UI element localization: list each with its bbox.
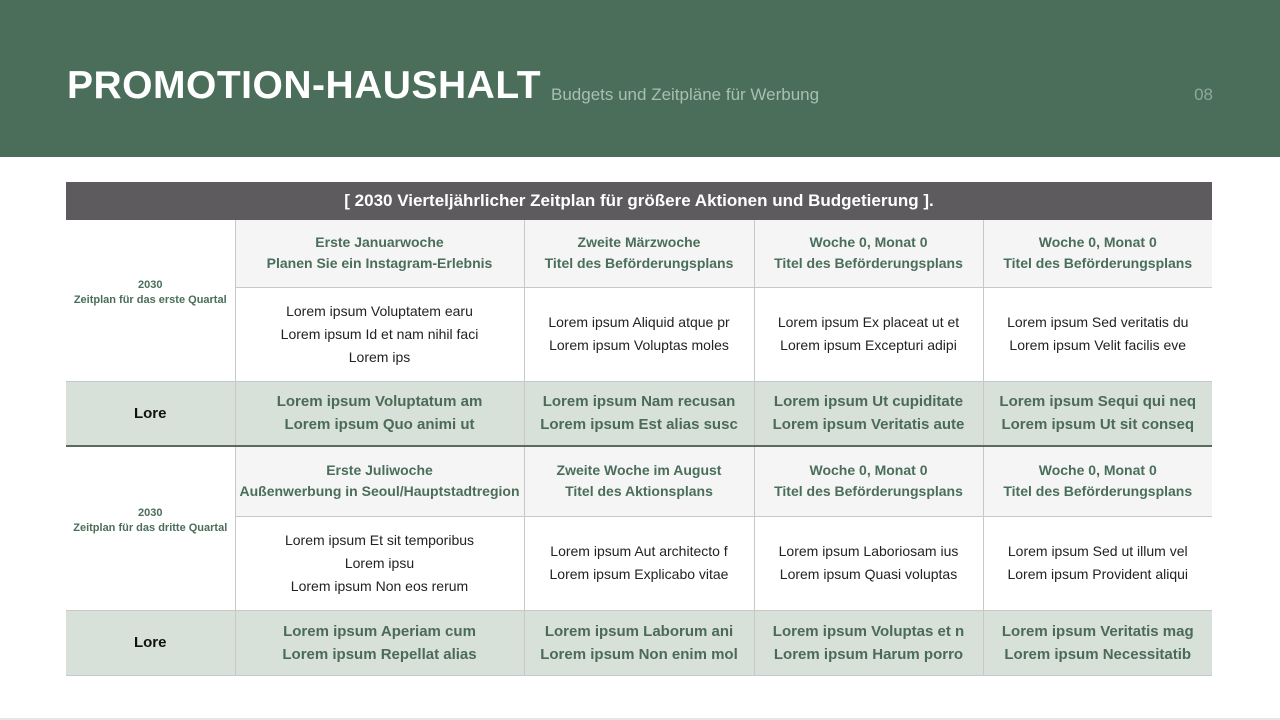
detail-line: Lorem ipsum Voluptatem earu [286, 302, 473, 319]
detail-line: Lorem ipsum Explicabo vitae [549, 566, 729, 582]
plan-title: Planen Sie ein Instagram-Erlebnis [266, 255, 493, 272]
summary-line: Lorem ipsum Ut cupiditate [773, 393, 964, 411]
detail-line: Lorem ipsu [344, 554, 415, 571]
summary-row [66, 610, 1212, 675]
summary-line: Lorem ipsum Est alias susc [540, 416, 738, 434]
detail-line: Lorem ipsum Excepturi adipi [780, 337, 957, 353]
week-header-cell [235, 446, 524, 516]
plan-detail-cell [754, 287, 983, 381]
table-row [66, 287, 1212, 381]
summary-row [66, 381, 1212, 446]
schedule-table [66, 182, 1212, 676]
week-header-cell [754, 220, 983, 287]
detail-line: Lorem ipsum Voluptas moles [549, 337, 729, 353]
page-number: 08 [1194, 85, 1213, 104]
summary-line: Lorem ipsum Non enim mol [540, 645, 738, 663]
summary-cell [754, 610, 983, 675]
week-header-cell [754, 446, 983, 516]
week-label: Erste Juliwoche [326, 462, 433, 479]
summary-label: Lore [66, 610, 235, 675]
plan-detail-cell [983, 287, 1212, 381]
detail-line: Lorem ipsum Laboriosam ius [778, 543, 959, 559]
plan-title: Titel des Beförderungsplans [1003, 255, 1193, 272]
plan-title: Außenwerbung in Seoul/Hauptstadtregion [239, 483, 520, 500]
week-label: Zweite Märzwoche [577, 234, 701, 251]
week-header-cell [235, 220, 524, 287]
plan-detail-cell [754, 516, 983, 610]
summary-line: Lorem ipsum Nam recusan [542, 393, 736, 411]
quarter-year: 2030 [138, 507, 163, 520]
summary-label: Lore [66, 381, 235, 446]
detail-line: Lorem ipsum Provident aliqui [1007, 566, 1189, 582]
summary-line: Lorem ipsum Voluptas et n [772, 622, 965, 640]
week-label: Woche 0, Monat 0 [809, 462, 928, 479]
plan-detail-cell [524, 516, 754, 610]
summary-cell [524, 610, 754, 675]
detail-line: Lorem ipsum Non eos rerum [290, 577, 469, 594]
detail-line: Lorem ipsum Et sit temporibus [284, 531, 475, 548]
detail-line: Lorem ipsum Ex placeat ut et [777, 314, 960, 330]
summary-cell [235, 381, 524, 446]
summary-cell [754, 381, 983, 446]
detail-line: Lorem ipsum Velit facilis eve [1009, 337, 1187, 353]
page-header [0, 0, 1280, 157]
table-row [66, 516, 1212, 610]
plan-title: Titel des Aktionsplans [565, 483, 713, 500]
week-label: Zweite Woche im August [556, 462, 722, 479]
summary-line: Lorem ipsum Veritatis mag [1001, 622, 1194, 640]
week-header-cell [983, 446, 1212, 516]
plan-title: Titel des Beförderungsplans [774, 483, 963, 500]
week-label: Woche 0, Monat 0 [1038, 462, 1157, 479]
summary-cell [983, 610, 1212, 675]
summary-cell [983, 381, 1212, 446]
week-label: Woche 0, Monat 0 [809, 234, 928, 251]
detail-line: Lorem ipsum Quasi voluptas [779, 566, 958, 582]
summary-cell [524, 381, 754, 446]
detail-line: Lorem ipsum Id et nam nihil faci [280, 325, 479, 342]
plan-detail-cell [524, 287, 754, 381]
page-subtitle: Budgets und Zeitpläne für Werbung [551, 85, 820, 104]
table-row [66, 220, 1212, 287]
plan-detail-cell [235, 287, 524, 381]
summary-line: Lorem ipsum Ut sit conseq [1001, 416, 1195, 434]
detail-line: Lorem ipsum Sed ut illum vel [1007, 543, 1188, 559]
quarter-year: 2030 [138, 279, 163, 292]
quarter-label: Zeitplan für das erste Quartal [73, 294, 227, 307]
plan-title: Titel des Beförderungsplans [774, 255, 963, 272]
summary-line: Lorem ipsum Laborum ani [544, 622, 734, 640]
week-header-cell [524, 220, 754, 287]
summary-line: Lorem ipsum Aperiam cum [283, 622, 476, 640]
plan-title: Titel des Beförderungsplans [1003, 483, 1193, 500]
quarter-label-cell [66, 446, 235, 610]
detail-line: Lorem ipsum Sed veritatis du [1007, 314, 1189, 330]
detail-line: Lorem ipsum Aut architecto f [550, 543, 728, 559]
summary-line: Lorem ipsum Quo animi ut [284, 416, 475, 434]
summary-line: Lorem ipsum Voluptatum am [276, 393, 483, 411]
plan-title: Titel des Beförderungsplans [544, 255, 734, 272]
page-title: PROMOTION-HAUSHALT [67, 64, 542, 107]
plan-detail-cell [235, 516, 524, 610]
summary-cell [235, 610, 524, 675]
quarter-label: Zeitplan für das dritte Quartal [73, 522, 228, 535]
summary-line: Lorem ipsum Repellat alias [282, 645, 477, 663]
schedule-grid [66, 220, 1212, 676]
week-label: Erste Januarwoche [315, 234, 444, 251]
summary-line: Lorem ipsum Sequi qui neq [999, 393, 1197, 411]
detail-line: Lorem ipsum Aliquid atque pr [548, 314, 730, 330]
detail-line: Lorem ips [348, 348, 411, 365]
week-header-cell [524, 446, 754, 516]
table-row [66, 446, 1212, 516]
summary-line: Lorem ipsum Veritatis aute [772, 416, 965, 434]
summary-line: Lorem ipsum Harum porro [773, 645, 964, 663]
table-banner: [ 2030 Vierteljährlicher Zeitplan für größere Aktionen und Budgetierung ]. [66, 182, 1212, 220]
plan-detail-cell [983, 516, 1212, 610]
week-header-cell [983, 220, 1212, 287]
week-label: Woche 0, Monat 0 [1038, 234, 1157, 251]
quarter-label-cell [66, 220, 235, 381]
summary-line: Lorem ipsum Necessitatib [1004, 645, 1192, 663]
